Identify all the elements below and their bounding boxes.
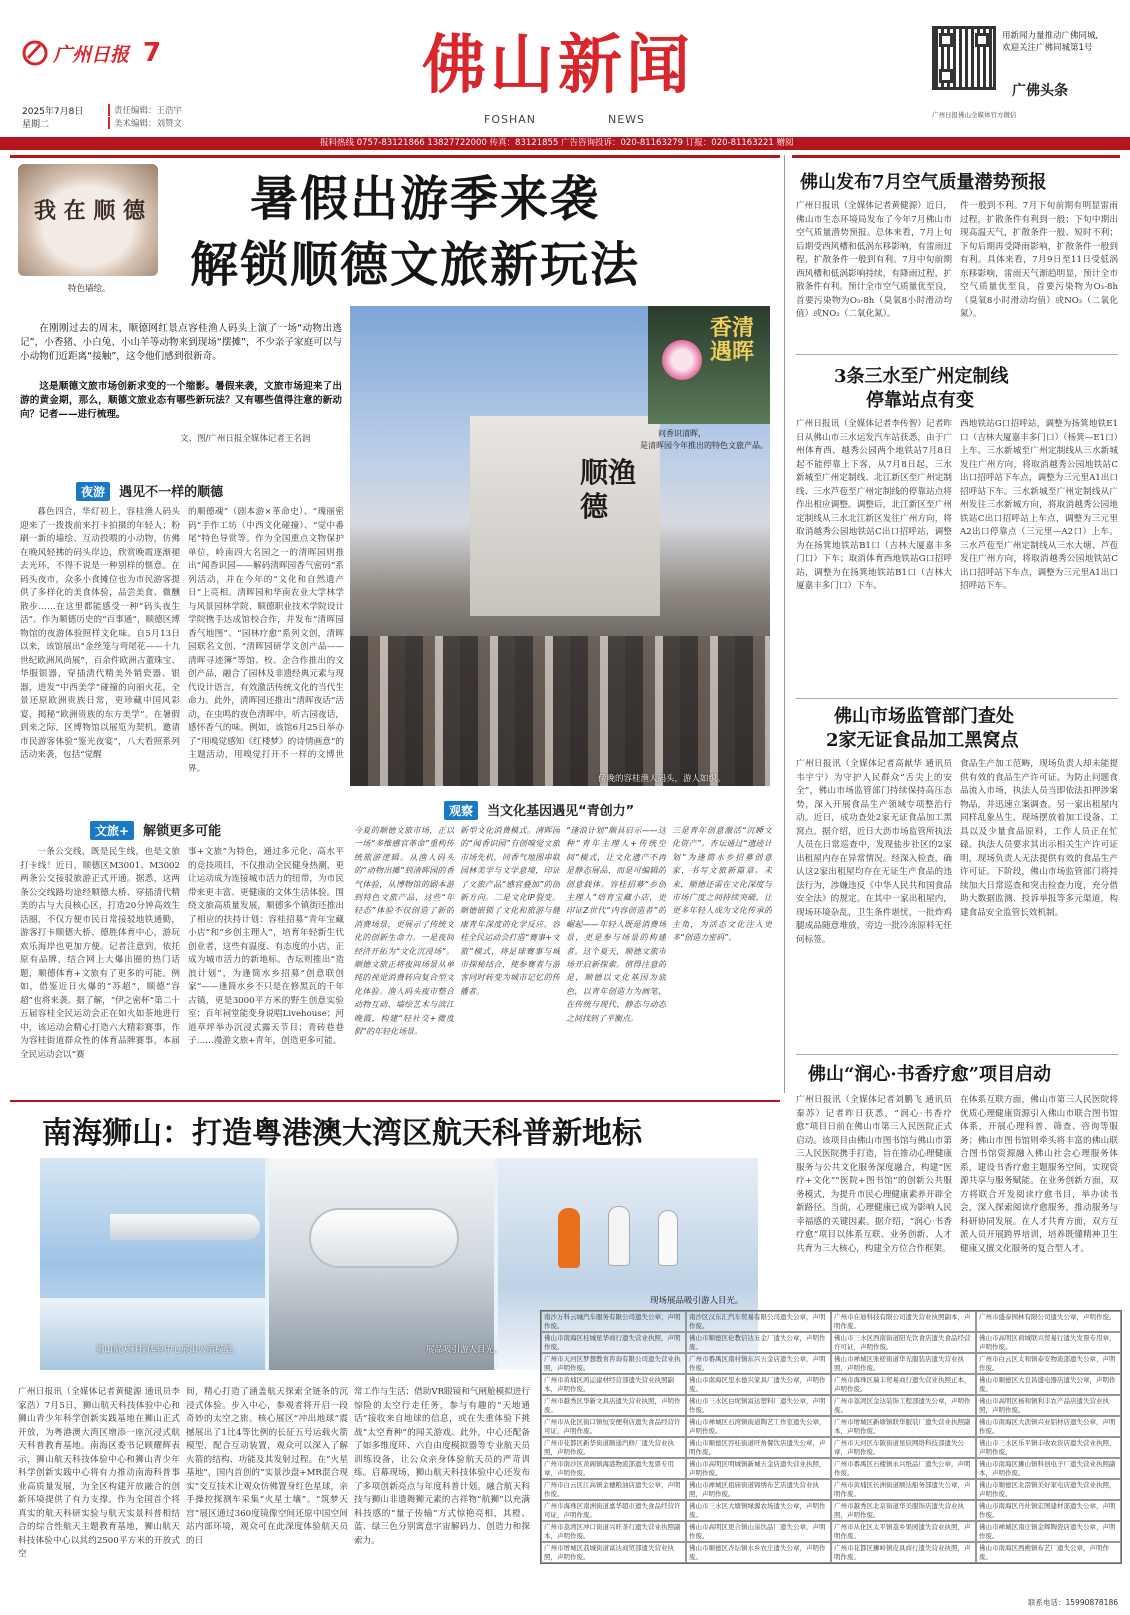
photo-crowd [350,636,770,786]
ad-notice: 广州市番禺区南村镇东兴五金店遗失公章，声明作废。 [686,1353,831,1374]
bottom-story-rule [10,1100,780,1102]
ad-notice: 广州市天河区梦想教育咨询有限公司遗失营业执照，声明作废。 [541,1353,686,1374]
spacesuit-white [608,1206,630,1266]
section-observation [444,800,634,820]
column-divider [784,155,785,1093]
ad-notice: 佛山市三水区白坭镇富达塑料厂遗失公章，声明作废。 [686,1395,831,1416]
ad-notice: 佛山市南海区西樵镇布艺厂遗失公章，声明作废。 [976,1542,1121,1563]
rocket-shape [110,1214,260,1240]
ad-notice: 佛山市南海区里水德兴家具厂遗失公章，声明作废。 [686,1374,831,1395]
ad-notice: 广州市花都区狮岭镇皮具商行遗失营业执照，声明作废。 [831,1542,976,1563]
qr-promo-text: 用新闻力量推动广佛同城,欢迎关注广佛同城第1号 [1002,31,1099,53]
bus-routes-column-1: 广州日报讯（全媒体记者李传智）记者昨日从佛山市三水运发汽车站获悉，由于广州体育西、越秀公园两个地铁站7月8日起不能停靠上下客，从7月8日起，三水新城至广州定制线、北江新区至广州定制线、三水芦苞至广州定制线的停靠站点将作出相应调整。调整后，北江新区至广州定制线从三水北江新区发往广州方向，将取消越秀公园地铁站C出口招呼站，调整为在扬箕地铁站B1口（吉林大厦嘉丰多门口）下车；取消体育西地铁站G口招呼站，调整为在扬箕地铁站B1口（吉林大厦嘉丰多门口）下车。 [796,419,952,591]
ad-notice: 广州市黄埔区长洲街道顺达船务部遗失公章，声明作废。 [831,1479,976,1500]
food-safety-headline-1: 佛山市场监管部门查处 [834,706,1014,727]
bottom-headline: 南海狮山：打造粤港澳大湾区航天科普新地标 [42,1116,642,1151]
right-top-rule [792,155,1120,158]
qr-caption: 广州日报佛山全媒体官方微信 [932,111,1017,119]
air-quality-headline: 佛山发布7月空气质量潜势预报 [800,172,1047,193]
ad-notice: 佛山市顺德区北滘镇美好家电店遗失营业执照，声明作废。 [976,1479,1121,1500]
culture-plus-column-2: 事+文旅”为特色，通过多元化、高水平的竞技项目，不仅推动全民健身热潮，更让运动成为连接城市活力的纽带，为市民带来更丰富、更健康的文体生活体验。围绕文旅高质量发展，顺德多个镇街还推出了相应的扶持计划：容桂招募“青年宝藏小店”和“乡创主理人”，培育年轻新生代创业者，这些有温度、有态度的小店，正成为城市活力的新地标。杏坛则推出“造浪计划”，为逢简水乡招募“创意联创家”——逢简水乡不只是在修黑瓦的千年古镇，更是3000平方米的野生创意实验室；百年祠堂能变身说唱Livehouse；河道草坪举办沉浸式露天节目；青砖巷巷子……漫游文旅+青年，创造更多可能。 [188,847,344,1046]
ad-notice: 广州市海珠区南洲街道嘉华超市遗失食品经营许可证，声明作废。 [541,1500,686,1521]
bus-routes-headline-1: 3条三水至广州定制线 [834,366,1009,387]
inset-photo-lotus [648,306,770,424]
ad-notice: 佛山市禅城区张槎街道华光服装店遗失营业执照，声明作废。 [831,1353,976,1374]
issue-weekday: 星期二 [22,120,50,130]
main-photo-fisherman-wharf [350,306,770,786]
reading-therapy-column-2: 在体系互联方面，佛山市第三人民医院将优质心理健康资源引入佛山市联合图书馆体系，开展心理科普、筛查、咨询等服务；佛山市图书馆则牵头将丰富的佛山联合图书馆资源融入佛山社会心理服务体系，建设书香疗愈主题服务空间，实现资源共享与服务赋能。在业务创新方面，双方将联合开发阅读疗愈书目，举办读书会，深入探索阅读疗愈服务，推动服务与科研协同发展。在人才共育方面，双方互派人员开展跨界培训，培养既懂精神卫生健康又擅文化服务的复合型人才。 [960,1095,1118,1254]
air-quality-column-1: 广州日报讯（全媒体记者黄健源）近日，佛山市生态环境局发布了今年7月佛山市空气质量潜势预报。总体来看，7月上旬后期受西风槽和低涡东移影响，有雷雨过程，扩散条件一般到有利。7月中旬前期西风槽和低涡影响持续，有降雨过程，扩散条件有利。预计全市空气质量优至良，首要污染物为O₃-8h（臭氧8小时滑动均值）或NO₂（二氧化氮）。 [796,201,952,319]
ad-notice: 佛山市禅城区石湾镇街道陶艺工作室遗失公章，声明作废。 [686,1416,831,1437]
ad-notice: 佛山市三水区大塘镇绿源农场遗失公章，声明作废。 [686,1500,831,1521]
ad-notice: 广州市白云区太和镇泰安物流部遗失公章，声明作废。 [976,1353,1121,1374]
observation-column-1: 今夏的顺德文旅市场，正以一场“多维感官革命”重构传统旅游逻辑。从渔人码头的“动物出摊”到清晖园的香气体验，从博物馆的剧本游到特色文旅产品，这些“年轻态”体验不仅创造了新的消费场景，更展示了传统文化的创新生命力。一是夜间经济开拓为“文化沉浸场”。顺德文旅正将夜间场景从单纯的视觉消费转向复合型文化体验。渔人码头夜市整合动物互动、墙绘艺术与滨江晚霞，构建“轻社交+微度假”的年轻化场景。 [354,826,454,1037]
section-tag-observation: 观察 [444,801,478,820]
masthead [0,0,1130,134]
bottom-column-2: 间，精心打造了涵盖航天探索全链条的沉浸式体验。步入中心，参观者将开启一段奇妙的太空之旅。核心展区“冲出地球”震撼展出了1比4等比例的长征五号运载火箭模型，配合互动装置，观众可以深入了解火箭的结构、功能及其发射过程。在“火星基地”，国内首创的“实景沙盘+MR混合现实”交互技术让观众仿佛置身红色星球，亲手操控探测车采集“火星土壤”。“筑梦天宫”展区通过360度镜像空间还原中国空间站内部环境，观众可在此深度体验航天员的日 [186,1387,348,1546]
ad-notice: 广州市从化区太平镇荔乡果园遗失营业执照，声明作废。 [831,1521,976,1542]
ad-notice: 广州市从化区街口镇恒安便利店遗失食品经营许可证，声明作废。 [541,1416,686,1437]
logo-swoosh-icon [22,40,50,66]
ad-notice: 广州市荔湾区冲口街道兴旺茶行遗失营业执照副本，声明作废。 [541,1521,686,1542]
section-culture-plus [90,820,221,840]
observation-column-4: 三是青年创意激活“沉睡文化资产”。杏坛通过“遗迹计划”为逢简水乡招募创意家，书写文旅新篇章。未来，顺德还需在文化深度与市场广度之间持续突破，让更多年轻人成为文化传承的主角，为活态文化注入更多“创造力密码”。 [672,826,772,943]
lead-headline-1: 暑假出游季来袭 [250,171,601,227]
ad-notice: 佛山市顺德区大良昌盛电器店遗失公章，声明作废。 [976,1374,1121,1395]
editor-credit: 责任编辑：王浩宇 [108,104,182,116]
qr-code[interactable] [932,26,996,90]
reading-therapy-column-1: 广州日报讯（全媒体记者刘鹏飞 通讯员秦苏）记者昨日获悉，“润心·书香疗愈”项目日前在佛山市第三人民医院正式启动。该项目由佛山市图书馆与佛山市第三人民医院携手打造，旨在推动心理健康服务与公共文化服务深度融合，构建“医疗+文化”“医院+图书馆”的创新公共服务模式，为提升市民心理健康素养开辟全新路径。当前，心理健康已成为影响人民幸福感的关键因素。据介绍，“润心·书香疗愈”项目以体系互联、业务创新、人才共育为三大核心，构建全方位合作框架。 [796,1095,952,1254]
caption-rocket-model: 狮山航天科技体验中心展出火箭模型。 [96,1345,241,1355]
caption-exhibits: 展品吸引游人目光。 [426,1345,503,1355]
ad-notice: 广州市南沙区黄阁镇海港物流部遗失发票专用章，声明作废。 [541,1458,686,1479]
ad-notice: 广州市花都区新华街道顺通汽修厂遗失营业执照，声明作废。 [541,1437,686,1458]
ad-notice: 广州市天河区车陂街道星辰网络科技部遗失公章，声明作废。 [831,1437,976,1458]
ad-notice: 广州市越秀区华新文具店遗失营业执照，声明作废。 [541,1395,686,1416]
ad-notice: 佛山市高明区明城镇新城五金店遗失营业执照，声明作废。 [686,1458,831,1479]
info-bar: 报料热线 0757-83121866 13827722000 传真：83121855 广告咨询投诉：020-81163279 订报：020-81163221 赠阅 [0,137,1130,150]
section-title-observation: 当文化基因遇见“青创力” [487,804,635,819]
right-separator-1 [796,354,1118,355]
ad-notice: 佛山市禅城区南庄镇金辉陶瓷店遗失公章，声明作废。 [976,1521,1121,1542]
classified-ads [540,1310,1122,1610]
ad-notice: 佛山市顺德区容桂街道旺角餐饮店遗失公章，声明作废。 [686,1437,831,1458]
lead-top-rule [10,155,780,158]
brand-label: 广佛头条 [1012,83,1068,99]
page-title: 佛山新闻 [422,28,694,103]
small-photo-caption: 特色墙绘。 [68,284,111,294]
section-tag-night: 夜游 [76,482,110,501]
ad-notice: 广州市海珠区瑞丰贸易商行遗失营业执照正本，声明作废。 [831,1374,976,1395]
lead-headline-2: 解锁顺德文旅新玩法 [190,237,641,293]
lotus-flower-icon [662,340,702,380]
ad-notice: 佛山市高明区更合镇山泉饮品厂遗失公章，声明作废。 [686,1521,831,1542]
bottom-column-3: 常工作与生活；借助VR眼镜和气闸舱模拟进行惊险的太空行走任务，参与有趣的“天地通话”接收来自地球的信息，或在失重体验下挑战“太空育种”的闻关游戏。此外，中心还配备了如多维度环、六自由度模拟器等专业航天员训练设备，让公众亲身体验航天员的严苛训练。启幕现场，狮山航天科技体验中心还发布了多项创新亮点与年度科普计划。融合航天科技与狮山非遗舞狮元素的吉祥物“航狮”以充满科技感的“量子传输”方式惊艳亮相，其橙、蓝、绿三色分别寓意宇宙解码力、创造力和探索力。 [354,1387,530,1546]
food-safety-column-2: 食品生产加工范畴，现场负责人却未能提供有效的食品生产许可证。为防止问题食品流入市场，执法人员当即依法扣押涉案物品，并迅速立案调查。另一家出租屋内同样乱象丛生，现场摆放着加工设备、工具以及少量食品原料，工作人员正在忙碌。执法人员要求其出示相关生产许可证明，现场负责人无法提供有效的食品生产许可证。下阶段，佛山市场监管部门将持续加大日常巡查和突击检查力度，充分借助大数据监测、投诉举报等多元渠道，构建食品安全监管长效机制。 [960,759,1118,918]
ad-notice: 南沙万科云城汽车服务有限公司遗失公章，声明作废。 [541,1311,686,1332]
ad-notice: 广州市黄埔区鸿运建材经营部遗失营业执照副本，声明作废。 [541,1374,686,1395]
spacesuit-orange [558,1208,580,1268]
station-module [309,1208,459,1268]
inset-text: 香清遇晖 [710,315,755,365]
bottom-column-1: 广州日报讯（全媒体记者黄健源 通讯员李家浩）7月5日，狮山航天科技体验中心和狮山青少年科学创新实践基地在狮山正式开放，为粤港澳大湾区增添一座沉浸式航天科普教育基地。南海区委书记顾耀辉表示，狮山航天科技体验中心和狮山青少年科学创新实践中心将有力推动南海科普事业高质量发展，为全区构建开放融合的创新环境提供了有力支撑。作为全国首个将真实的航天科研实验与航天实景科普相结合的综合性航天主题教育基地，狮山航天科技体验中心以其约2500平方米的开放式空 [18,1387,180,1559]
ad-notice: 佛山市三水区西南街道阳光饮食店遗失食品经营许可证，声明作废。 [831,1332,976,1353]
right-separator-2 [796,698,1118,699]
lead-intro-2: 这是顺德文旅市场创新求变的一个缩影。暑假来袭，文旅市场迎来了出游的黄金期，那么，顺德文旅业态有哪些新玩法？又有哪些值得注意的新动向？记者——进行梳理。 [20,381,342,420]
logo-text: 广州日报 [53,43,130,66]
ad-notice: 广州市番禺区石楼镇永兴纸品厂遗失公章，声明作废。 [831,1458,976,1479]
ad-notice: 佛山市南海区大沥镇兴业铝材店遗失公章，声明作废。 [976,1416,1121,1437]
photo-space-station [269,1158,494,1370]
food-safety-column-1: 广州日报讯（全媒体记者高献华 通讯员韦宇宁）为守护人民群众“舌尖上的安全”，佛山市场监管部门持续保持高压态势，深入开展食品生产领域专项整治行动。近日，成功查处2家无证食品加工黑窝点。据介绍，近日大沥市场监管所执法人员在日常巡查中，发现盐步社区的2家出租屋内存在异常情况。经深入检查，确认这2家出租屋均存在无证生产食品的违法行为，涉嫌违反《中华人民共和国食品安全法》的规定。在其中一家出租屋内，现场环境杂乱，卫生条件堪忧，一批炸鸡腿成品随意堆放，旁边一批冷冻原料无任何标签。 [796,759,952,945]
ad-notice: 广州市增城区新塘镇联华服装厂遗失营业执照副本，声明作废。 [831,1416,976,1437]
ad-notice: 佛山市禅城区祖庙街道锦绣布艺店遗失营业执照，声明作废。 [686,1479,831,1500]
title-pinyin-left: FOSHAN [484,113,536,126]
issue-date: 2025年7月8日 [22,107,84,117]
section-title-night: 遇见不一样的顺德 [119,485,224,500]
ad-notice: 广州市在迪科技有限公司遗失营业执照副本，声明作废。 [831,1311,976,1332]
ads-contact: 联系电话：15990878186 [1028,1598,1118,1607]
reading-therapy-headline: 佛山“润心·书香疗愈”项目启动 [808,1064,1051,1085]
title-pinyin-right: NEWS [608,113,646,126]
section-title-culture-plus: 解锁更多可能 [143,824,222,839]
lead-byline: 文、图/广州日报全媒体记者王名润 [180,434,311,444]
culture-plus-column-1: 一条公交线，既是民生线，也是文旅打卡线！近日，顺德区M3001、M3002两条公交接驳旅游正式开通。据悉，这两条公交线路均途经顺德大桥、穿插清代精美的古与大良核心区，打造20分钟高效生活圈，不仅方便市民日常接驳地铁通勤，游客打卡顺德大桥、德胜体育中心，游玩欢乐海岸也更加方便。记者注意到，依托原有品牌，结合网上大爆出圈的热门话题，顺德体育+文旅有了更多的可能。例如，借鉴近日火爆的“苏超”，顺德“容超”也将来袭。据了解，“伊之密杯”第二十五届容桂全民运动会正在如火如荼地进行中，该运动会精心打造六大精彩赛事，作为容桂街道群众性的体育品牌赛事，本届全民运动会以“赛 [20,847,180,1060]
ad-notice: 广州市荔湾区金达装饰工程部遗失公章，声明作废。 [831,1395,976,1416]
ad-notice: 南沙区汉东汇汽车贸易有限公司遗失公章，声明作废。 [686,1311,831,1332]
right-separator-3 [796,1054,1118,1055]
newspaper-logo [22,38,161,68]
ad-notice: 佛山市顺德区杏坛镇水乡农庄遗失公章，声明作废。 [686,1542,831,1563]
ad-notice: 佛山市南海区桂城星华商行遗失营业执照，声明作废。 [541,1332,686,1353]
ad-notice: 广州市盛泰园林有限公司遗失公章，声明作废。 [976,1311,1121,1332]
art-editor-credit: 美术编辑：刘赞文 [108,117,182,129]
ad-notice: 佛山市南海区丹灶镇宏图建材部遗失公章，声明作废。 [976,1500,1121,1521]
ad-notice: 佛山市南海区狮山镇科创电子厂遗失营业执照副本，声明作废。 [976,1458,1121,1479]
ad-notice: 广州市增城区荔城街道富达商贸部遗失营业执照，声明作废。 [541,1542,686,1563]
inset-caption-2: 是清晖园今年推出的特色文旅产品。 [640,441,768,450]
small-photo-mural [18,164,158,276]
page-number: 7 [143,38,162,68]
ad-notice: 佛山市顺德区伦教信达五金厂遗失公章，声明作废。 [686,1332,831,1353]
section-night-tour [76,481,223,501]
ad-notice: 佛山市高明区杨和镇利丰农产品店遗失营业执照，声明作废。 [976,1395,1121,1416]
ads-grid [540,1310,1122,1564]
spacesuit-white-2 [658,1210,678,1266]
ad-notice: 广州市越秀区北京街道华美服饰店遗失营业执照，声明作废。 [831,1500,976,1521]
lead-intro-1: 在刚刚过去的周末，顺德网红景点容桂渔人码头上演了一场“动物出逃记”，小香猪、小白兔、小山羊等动物来到现场“摆摊”，不少亲子家庭可以与小动物们近距离“接触”，这令他们感到很新奇。 [20,323,342,362]
air-quality-column-2: 件一般到不利。7月下旬前期有明显雷雨过程，扩散条件有利到一般；下旬中期出现高温天气，扩散条件一般、短时不利；下旬后期再受降雨影响，扩散条件一般到有利。具体来看，7月9日至11日受低涡东移影响，雷雨天气渐趋明显，预计全市空气质量优至良，首要污染物为O₃-8h（臭氧8小时滑动均值）或NO₂（二氧化氮）。 [960,201,1118,319]
food-safety-headline-2: 2家无证食品加工黑窝点 [826,730,1019,751]
photo-rocket-model [40,1158,265,1370]
observation-column-2: 新型文化消费模式。清晖园的“闻香识园”有创嗅觉文旅市场先机，同香气地图串联园林美学与文学意境，印证了文旅产品“感官叠加”的创新方向。二是文化IP裂变。顺德嵌锁了文化和旅游与健康青年深度的化学反应。容桂全民运动会打造“赛事+文旅”模式，将足球赛事与城市探秘结合，使参赛者与游客同时转变为城市记忆的传播者。 [460,826,560,996]
night-column-2: 的顺德魂”（剧本游×革命史）、“瑰丽密码”手作工坊（中西文化碰撞）、“觉中番尾”特色导赏等。作为全国重点文物保护单位，岭南四大名园之一的清晖园则推出“闻香识园——解码清晖园香气密码”系列活动，并在今年的“文化和自然遗产日”上亮相。清晖园和华南农业大学林学与风景园林学院、顺德职业技术学院设计学院携手达成馆校合作，并发布“清晖园香气地图”、“园林疗愈”系列文创，清晖园联名文创、“清晖园研学文创产品——清晖寻迹簿”等馆、校、企合作推出的文创产品，融合了园林及非遗经典元素与现代设计语言，有效激活传统文化的当代生命力。此外，清晖园还推出“清晖夜话”活动，在虫鸣的夜色清晖中，听古园夜话，感怀香气的味。例如，该馆6月25日举办了“用嗅觉感知《红楼梦》的诗情画意”的主题活动，用嗅觉打开不一样的文博世界。 [188,507,344,774]
ad-notice: 佛山市高明区荷城联兴贸易行遗失发票专用章，声明作废。 [976,1332,1121,1353]
caption-spacesuits: 现场展品吸引游人目光。 [650,1296,744,1306]
observation-column-3: “逢浪计划”颇具启示——这种“青年主理人+传统空间”模式，让文化遗产不再是静态展品，而是可编辑的创意载体。容桂招募“乡创主理人”培育宝藏小店，更印证Z世代“内容创造者”的崛起——年轻人既是消费场景，更是参与场景的构建者。这个夏天，顺德文旅市场开启新探索。值得注意的是，顺德以文化基因为底色，以青年创造力为画笔，在传统与现代、静态与动态之间找到了平衡点。 [566,826,666,1023]
night-column-1: 暮色四合，华灯初上，容桂渔人码头迎来了一拨拨前来打卡拍摄的年轻人；粉刷一新的墙绘、互动投喂的小动物，仿佛在晚风轻拂的码头岸边，欣赏晚霞逐渐褪去光环，不得不说是一种别样的惬意。在码头夜市，众多小食摊位也为市民游客提供了多样化的美食体验，品尝美食、微醺散步……在这里都能感受一种“码头夜生活”。作为顺德历史的“百事通”，顺德区博物馆的夜游体验照样文化味。自5月13日以来，该馆展出“金丝笼与弯尾花——十九世纪欧洲风尚展”，百余件欧洲古董珠宝、华服银器，穿插清代精美外销瓷器、银器，进发“中西美学”碰撞的向丽火花，全景还原欧洲贵族日常，更珍藏中国风彩宴，揭秘“欧洲贵族的东方美学”。在暑假到来之际，区博物馆以展览为契机，邀请市民游客体验“鉴光夜宴”，八大看照系列活动来袭，包括“觉醒 [20,507,180,760]
bus-routes-headline-2: 停靠站点有变 [866,390,974,411]
building-sign: 顺渔德 [580,456,637,523]
ad-notice: 广州市白云区江高镇金穗粮油店遗失公章，声明作废。 [541,1479,686,1500]
main-photo-caption: 傍晚的容桂渔人码头，游人如织。 [598,774,726,784]
exhibit-floor [40,1298,265,1370]
ad-notice: 佛山市三水区乐平镇丰收农资店遗失营业执照，声明作废。 [976,1437,1121,1458]
bus-routes-column-2: 西地铁站G口招呼站，调整为扬箕地铁E1口（吉林大厦嘉丰多门口）（杨箕—E1口）上车。三水新城至广州定制线从三水新城发往广州方向，将取消越秀公园地铁站C出口招呼站下车点，调整为三元里A1出口招呼站下车。三水新城至广州定制线从广州发往三水新城方向，将取消越秀公园地铁站C出口招呼站上车点，调整为三元里A2出口停靠点（三元里—A2口）上车。三水芦苞至广州定制线从三水大塘、芦苞发往广州方向，将取消越秀公园地铁站C出口招呼站下车点，调整为三元里A1出口招呼站下车。 [960,419,1118,591]
section-tag-culture-plus: 文旅+ [90,821,134,840]
mural-text: 我 在 顺 德 [34,198,145,224]
inset-caption-1: 问香识清晖， [658,429,706,438]
